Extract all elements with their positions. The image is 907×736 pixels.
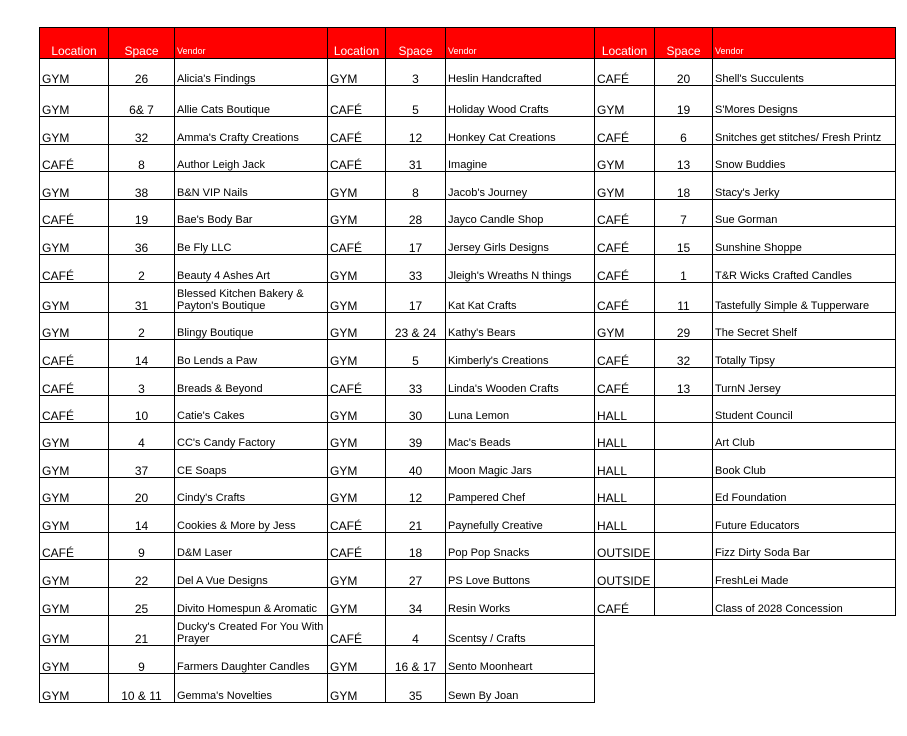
cell-location: GYM [40, 560, 109, 588]
cell-location: GYM [328, 396, 386, 423]
cell-space: 20 [109, 478, 175, 505]
cell-location: CAFÉ [595, 200, 655, 227]
cell-location: CAFÉ [40, 145, 109, 172]
header-location: Location [595, 28, 655, 59]
cell-space: 6& 7 [109, 86, 175, 117]
cell-space: 32 [655, 340, 713, 368]
cell-space: 37 [109, 450, 175, 478]
cell-location: CAFÉ [595, 227, 655, 255]
cell-vendor: Art Club [713, 423, 896, 450]
cell-location: CAFÉ [40, 200, 109, 227]
empty-cell [655, 646, 713, 674]
cell-vendor: Shell's Succulents [713, 59, 896, 86]
table-row [40, 117, 896, 145]
cell-location: OUTSIDE [595, 560, 655, 588]
cell-location: CAFÉ [595, 59, 655, 86]
cell-location: CAFÉ [40, 255, 109, 283]
cell-space: 23 & 24 [386, 313, 446, 340]
cell-space: 13 [655, 368, 713, 396]
cell-space: 4 [386, 616, 446, 646]
cell-space: 26 [109, 59, 175, 86]
table-row [40, 396, 896, 423]
table-row [40, 313, 896, 340]
empty-cell [595, 674, 655, 703]
cell-location: GYM [328, 450, 386, 478]
cell-location: HALL [595, 505, 655, 533]
cell-space: 33 [386, 255, 446, 283]
cell-vendor: Linda's Wooden Crafts [446, 368, 595, 396]
cell-location: OUTSIDE [595, 533, 655, 560]
cell-vendor: Breads & Beyond [175, 368, 328, 396]
cell-space [655, 450, 713, 478]
table-row [40, 172, 896, 200]
cell-location: GYM [595, 145, 655, 172]
cell-vendor: Catie's Cakes [175, 396, 328, 423]
cell-vendor: Pop Pop Snacks [446, 533, 595, 560]
cell-location: GYM [40, 646, 109, 674]
cell-vendor: Jleigh's Wreaths N things [446, 255, 595, 283]
cell-vendor: Kat Kat Crafts [446, 283, 595, 313]
cell-space: 18 [655, 172, 713, 200]
cell-vendor: Author Leigh Jack [175, 145, 328, 172]
cell-space [655, 588, 713, 616]
cell-location: GYM [40, 478, 109, 505]
cell-space: 2 [109, 255, 175, 283]
cell-space: 17 [386, 227, 446, 255]
cell-space: 27 [386, 560, 446, 588]
cell-location: GYM [40, 227, 109, 255]
cell-vendor: Farmers Daughter Candles [175, 646, 328, 674]
cell-location: CAFÉ [40, 396, 109, 423]
cell-space: 39 [386, 423, 446, 450]
cell-vendor: B&N VIP Nails [175, 172, 328, 200]
cell-space: 18 [386, 533, 446, 560]
cell-vendor: Sewn By Joan [446, 674, 595, 703]
cell-vendor: Student Council [713, 396, 896, 423]
cell-location: GYM [595, 86, 655, 117]
cell-space [655, 423, 713, 450]
cell-space: 5 [386, 340, 446, 368]
cell-location: CAFÉ [40, 368, 109, 396]
cell-space: 8 [386, 172, 446, 200]
cell-vendor: Cookies & More by Jess [175, 505, 328, 533]
table-row [40, 340, 896, 368]
cell-vendor: Ducky's Created For You With Prayer [175, 616, 328, 646]
cell-space: 14 [109, 505, 175, 533]
header-space: Space [655, 28, 713, 59]
cell-space: 10 [109, 396, 175, 423]
cell-location: CAFÉ [595, 368, 655, 396]
cell-location: GYM [328, 560, 386, 588]
cell-location: CAFÉ [328, 368, 386, 396]
cell-vendor: Allie Cats Boutique [175, 86, 328, 117]
cell-location: HALL [595, 396, 655, 423]
cell-vendor: Imagine [446, 145, 595, 172]
cell-space: 19 [655, 86, 713, 117]
cell-vendor: Blessed Kitchen Bakery & Payton's Boutique [175, 283, 328, 313]
cell-location: GYM [40, 674, 109, 703]
cell-vendor: Gemma's Novelties [175, 674, 328, 703]
cell-location: GYM [40, 588, 109, 616]
empty-cell [655, 616, 713, 646]
cell-space: 11 [655, 283, 713, 313]
cell-space [655, 396, 713, 423]
cell-vendor: Jayco Candle Shop [446, 200, 595, 227]
cell-vendor: Paynefully Creative [446, 505, 595, 533]
table-row [40, 59, 896, 86]
cell-location: CAFÉ [328, 227, 386, 255]
cell-location: CAFÉ [328, 533, 386, 560]
cell-location: CAFÉ [595, 340, 655, 368]
cell-location: GYM [595, 172, 655, 200]
cell-space: 3 [109, 368, 175, 396]
cell-space: 12 [386, 117, 446, 145]
cell-vendor: Future Educators [713, 505, 896, 533]
cell-location: GYM [40, 450, 109, 478]
cell-space: 5 [386, 86, 446, 117]
cell-vendor: Totally Tipsy [713, 340, 896, 368]
cell-vendor: Sento Moonheart [446, 646, 595, 674]
cell-location: CAFÉ [595, 117, 655, 145]
cell-vendor: S'Mores Designs [713, 86, 896, 117]
cell-location: GYM [328, 172, 386, 200]
header-location: Location [328, 28, 386, 59]
cell-space: 34 [386, 588, 446, 616]
cell-location: HALL [595, 423, 655, 450]
cell-vendor: Sunshine Shoppe [713, 227, 896, 255]
cell-space: 20 [655, 59, 713, 86]
cell-space [655, 533, 713, 560]
cell-location: CAFÉ [328, 616, 386, 646]
table-row [40, 588, 896, 616]
cell-location: GYM [40, 313, 109, 340]
table-row [40, 674, 896, 703]
cell-space: 30 [386, 396, 446, 423]
cell-vendor: Divito Homespun & Aromatic [175, 588, 328, 616]
cell-vendor: Moon Magic Jars [446, 450, 595, 478]
cell-space [655, 478, 713, 505]
table-row [40, 478, 896, 505]
header-space: Space [386, 28, 446, 59]
table-row [40, 423, 896, 450]
cell-location: GYM [328, 283, 386, 313]
empty-cell [713, 616, 896, 646]
cell-vendor: Sue Gorman [713, 200, 896, 227]
cell-location: CAFÉ [328, 86, 386, 117]
table-row [40, 200, 896, 227]
cell-location: GYM [328, 478, 386, 505]
cell-vendor: Bae's Body Bar [175, 200, 328, 227]
cell-vendor: Kimberly's Creations [446, 340, 595, 368]
cell-vendor: Ed Foundation [713, 478, 896, 505]
cell-vendor: Be Fly LLC [175, 227, 328, 255]
cell-space: 13 [655, 145, 713, 172]
cell-space: 19 [109, 200, 175, 227]
cell-space: 7 [655, 200, 713, 227]
cell-space: 40 [386, 450, 446, 478]
cell-location: HALL [595, 450, 655, 478]
cell-vendor: TurnN Jersey [713, 368, 896, 396]
table-row [40, 255, 896, 283]
empty-cell [713, 674, 896, 703]
cell-space: 35 [386, 674, 446, 703]
cell-space: 17 [386, 283, 446, 313]
cell-vendor: Amma's Crafty Creations [175, 117, 328, 145]
cell-location: GYM [328, 674, 386, 703]
table-row [40, 227, 896, 255]
cell-space: 33 [386, 368, 446, 396]
cell-vendor: Stacy's Jerky [713, 172, 896, 200]
cell-location: GYM [328, 340, 386, 368]
cell-vendor: Fizz Dirty Soda Bar [713, 533, 896, 560]
cell-location: GYM [40, 172, 109, 200]
empty-cell [595, 616, 655, 646]
cell-vendor: The Secret Shelf [713, 313, 896, 340]
cell-space: 21 [109, 616, 175, 646]
cell-space: 21 [386, 505, 446, 533]
cell-location: CAFÉ [328, 117, 386, 145]
empty-cell [655, 674, 713, 703]
cell-space: 14 [109, 340, 175, 368]
cell-vendor: Snitches get stitches/ Fresh Printz [713, 117, 896, 145]
vendor-table [39, 27, 896, 703]
cell-location: CAFÉ [328, 505, 386, 533]
header-vendor: Vendor [713, 28, 896, 59]
cell-space: 15 [655, 227, 713, 255]
cell-vendor: Holiday Wood Crafts [446, 86, 595, 117]
table-row [40, 283, 896, 313]
cell-space: 22 [109, 560, 175, 588]
cell-space: 9 [109, 646, 175, 674]
table-row [40, 368, 896, 396]
header-vendor: Vendor [446, 28, 595, 59]
cell-vendor: Heslin Handcrafted [446, 59, 595, 86]
cell-vendor: Beauty 4 Ashes Art [175, 255, 328, 283]
cell-location: GYM [40, 423, 109, 450]
header-location: Location [40, 28, 109, 59]
empty-cell [713, 646, 896, 674]
table-row [40, 505, 896, 533]
cell-space: 9 [109, 533, 175, 560]
cell-vendor: Cindy's Crafts [175, 478, 328, 505]
cell-location: GYM [328, 588, 386, 616]
table-row [40, 560, 896, 588]
cell-space: 16 & 17 [386, 646, 446, 674]
cell-location: CAFÉ [40, 340, 109, 368]
cell-space: 38 [109, 172, 175, 200]
empty-cell [595, 646, 655, 674]
cell-space: 31 [386, 145, 446, 172]
table-row [40, 533, 896, 560]
cell-location: HALL [595, 478, 655, 505]
cell-space [655, 505, 713, 533]
table-row [40, 646, 896, 674]
header-space: Space [109, 28, 175, 59]
cell-vendor: Jersey Girls Designs [446, 227, 595, 255]
cell-vendor: CE Soaps [175, 450, 328, 478]
cell-space: 36 [109, 227, 175, 255]
cell-location: CAFÉ [40, 533, 109, 560]
cell-location: CAFÉ [328, 145, 386, 172]
cell-location: GYM [40, 616, 109, 646]
cell-space: 1 [655, 255, 713, 283]
cell-space: 8 [109, 145, 175, 172]
header-row [40, 28, 896, 59]
table-row [40, 86, 896, 117]
cell-vendor: FreshLei Made [713, 560, 896, 588]
cell-vendor: Kathy's Bears [446, 313, 595, 340]
cell-location: GYM [40, 59, 109, 86]
cell-vendor: T&R Wicks Crafted Candles [713, 255, 896, 283]
cell-location: GYM [328, 646, 386, 674]
cell-location: GYM [328, 200, 386, 227]
cell-vendor: Honkey Cat Creations [446, 117, 595, 145]
cell-vendor: CC's Candy Factory [175, 423, 328, 450]
cell-vendor: Bo Lends a Paw [175, 340, 328, 368]
table-row [40, 450, 896, 478]
cell-location: GYM [328, 255, 386, 283]
cell-location: GYM [328, 59, 386, 86]
cell-space: 25 [109, 588, 175, 616]
table-row [40, 616, 896, 646]
header-vendor: Vendor [175, 28, 328, 59]
cell-vendor: Book Club [713, 450, 896, 478]
cell-vendor: Resin Works [446, 588, 595, 616]
cell-vendor: PS Love Buttons [446, 560, 595, 588]
cell-location: GYM [595, 313, 655, 340]
cell-vendor: Luna Lemon [446, 396, 595, 423]
cell-vendor: Jacob's Journey [446, 172, 595, 200]
cell-vendor: Alicia's Findings [175, 59, 328, 86]
cell-space: 31 [109, 283, 175, 313]
cell-location: GYM [40, 505, 109, 533]
cell-space: 12 [386, 478, 446, 505]
cell-vendor: D&M Laser [175, 533, 328, 560]
cell-location: GYM [328, 313, 386, 340]
vendor-table-body [40, 28, 896, 703]
cell-vendor: Del A Vue Designs [175, 560, 328, 588]
cell-vendor: Pampered Chef [446, 478, 595, 505]
cell-location: GYM [40, 117, 109, 145]
cell-space: 29 [655, 313, 713, 340]
cell-vendor: Class of 2028 Concession [713, 588, 896, 616]
cell-vendor: Snow Buddies [713, 145, 896, 172]
cell-space: 6 [655, 117, 713, 145]
cell-location: CAFÉ [595, 283, 655, 313]
cell-space: 3 [386, 59, 446, 86]
cell-location: GYM [328, 423, 386, 450]
cell-vendor: Blingy Boutique [175, 313, 328, 340]
table-row [40, 145, 896, 172]
cell-vendor: Scentsy / Crafts [446, 616, 595, 646]
cell-space: 32 [109, 117, 175, 145]
cell-location: GYM [40, 283, 109, 313]
cell-space [655, 560, 713, 588]
cell-vendor: Tastefully Simple & Tupperware [713, 283, 896, 313]
cell-space: 10 & 11 [109, 674, 175, 703]
cell-space: 2 [109, 313, 175, 340]
cell-location: CAFÉ [595, 255, 655, 283]
cell-location: CAFÉ [595, 588, 655, 616]
cell-space: 28 [386, 200, 446, 227]
cell-location: GYM [40, 86, 109, 117]
cell-vendor: Mac's Beads [446, 423, 595, 450]
cell-space: 4 [109, 423, 175, 450]
